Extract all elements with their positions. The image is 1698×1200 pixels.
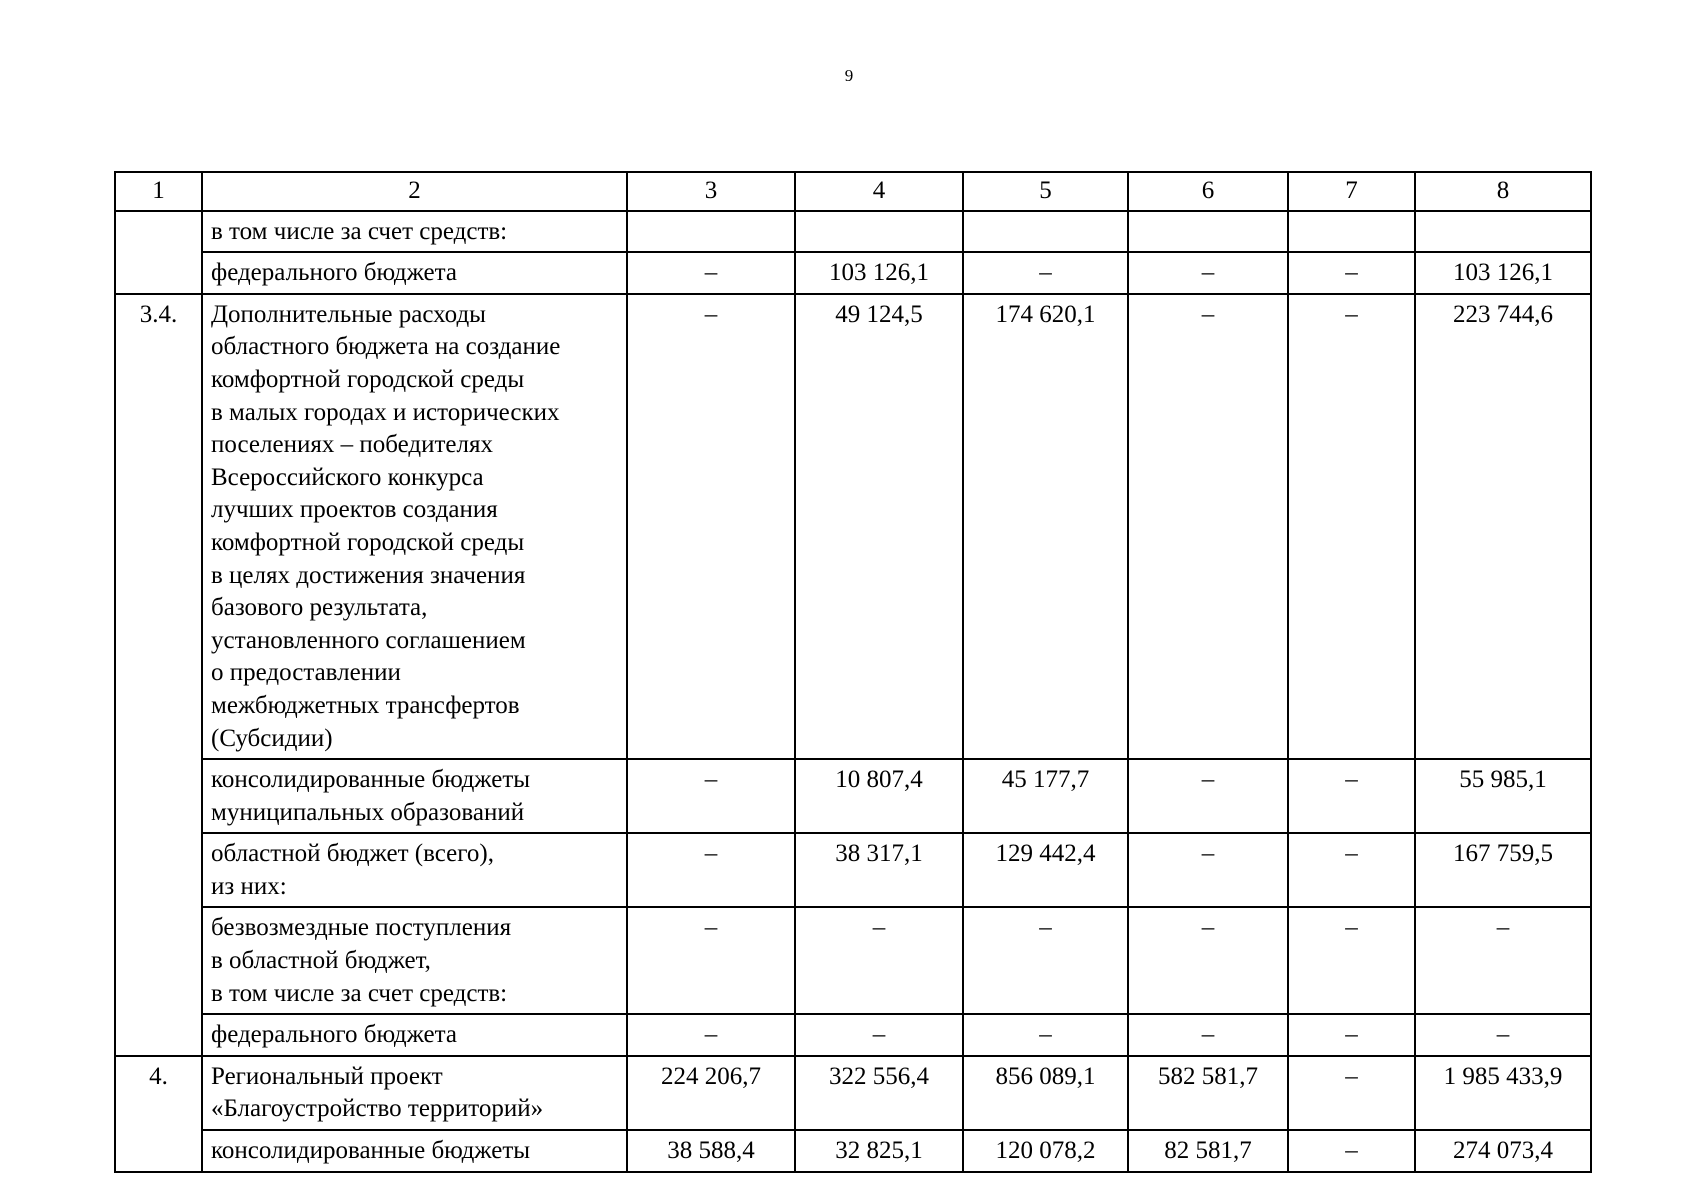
table-row — [115, 1056, 1591, 1130]
description-line: безвозмездные поступления — [211, 914, 512, 942]
description-line: муниципальных образований — [211, 798, 525, 826]
value-cell: – — [1415, 1014, 1591, 1056]
value-cell: – — [795, 1014, 963, 1056]
description-line: в том числе за счет средств: — [211, 217, 508, 245]
row-description — [202, 833, 627, 907]
description-line: консолидированные бюджеты — [211, 766, 531, 794]
value-cell: – — [1415, 907, 1591, 1014]
description-line: Дополнительные расходы — [211, 300, 486, 328]
description-line: в том числе за счет средств: — [211, 979, 508, 1007]
table-row — [115, 759, 1591, 833]
column-number-row — [115, 172, 1591, 211]
row-index — [115, 211, 202, 294]
value-cell: 103 126,1 — [1415, 252, 1591, 294]
description-line: о предоставлении — [211, 659, 401, 687]
description-line: областного бюджета на создание — [211, 333, 561, 361]
value-cell: 120 078,2 — [963, 1130, 1128, 1172]
description-line: (Субсидии) — [211, 724, 333, 752]
column-number: 3 — [627, 172, 795, 211]
row-description — [202, 1056, 627, 1130]
value-cell: – — [1288, 252, 1415, 294]
value-cell: – — [1128, 907, 1288, 1014]
description-line: в областной бюджет, — [211, 947, 431, 975]
value-cell: 224 206,7 — [627, 1056, 795, 1130]
column-number: 2 — [202, 172, 627, 211]
description-line: «Благоустройство территорий» — [211, 1095, 544, 1123]
value-cell: – — [1288, 1014, 1415, 1056]
value-cell: 45 177,7 — [963, 759, 1128, 833]
description-line: комфортной городской среды — [211, 365, 525, 393]
table-row — [115, 1130, 1591, 1172]
column-number: 6 — [1128, 172, 1288, 211]
row-description — [202, 1130, 627, 1172]
table-row — [115, 252, 1591, 294]
description-line: консолидированные бюджеты — [211, 1137, 531, 1165]
row-description — [202, 1014, 627, 1056]
column-number: 1 — [115, 172, 202, 211]
row-description — [202, 294, 627, 759]
value-cell: 322 556,4 — [795, 1056, 963, 1130]
description-line: установленного соглашением — [211, 626, 526, 654]
value-cell: 129 442,4 — [963, 833, 1128, 907]
description-line: комфортной городской среды — [211, 528, 525, 556]
value-cell: 55 985,1 — [1415, 759, 1591, 833]
table-row — [115, 907, 1591, 1014]
value-cell: 274 073,4 — [1415, 1130, 1591, 1172]
table-row — [115, 211, 1591, 253]
page-number: 9 — [844, 66, 854, 85]
value-cell: 38 317,1 — [795, 833, 963, 907]
value-cell: – — [963, 907, 1128, 1014]
value-cell: – — [627, 294, 795, 759]
description-line: поселениях – победителях — [211, 431, 493, 459]
description-line: в целях достижения значения — [211, 561, 526, 589]
value-cell: 223 744,6 — [1415, 294, 1591, 759]
column-number: 7 — [1288, 172, 1415, 211]
description-line: Региональный проект — [211, 1062, 443, 1090]
row-index: 4. — [115, 1056, 202, 1172]
column-number: 5 — [963, 172, 1128, 211]
value-cell: – — [1288, 294, 1415, 759]
value-cell: 49 124,5 — [795, 294, 963, 759]
description-line: в малых городах и исторических — [211, 398, 560, 426]
value-cell: – — [1288, 1056, 1415, 1130]
value-cell: 38 588,4 — [627, 1130, 795, 1172]
column-number: 4 — [795, 172, 963, 211]
table-row — [115, 294, 1591, 759]
value-cell: – — [1128, 294, 1288, 759]
value-cell: 856 089,1 — [963, 1056, 1128, 1130]
value-cell: – — [627, 833, 795, 907]
value-cell — [1415, 211, 1591, 253]
value-cell: 582 581,7 — [1128, 1056, 1288, 1130]
value-cell: 82 581,7 — [1128, 1130, 1288, 1172]
value-cell: 174 620,1 — [963, 294, 1128, 759]
value-cell: – — [627, 907, 795, 1014]
value-cell: 1 985 433,9 — [1415, 1056, 1591, 1130]
value-cell: – — [1128, 759, 1288, 833]
value-cell: 10 807,4 — [795, 759, 963, 833]
description-line: из них: — [211, 872, 287, 900]
value-cell: – — [963, 1014, 1128, 1056]
value-cell: 167 759,5 — [1415, 833, 1591, 907]
value-cell: – — [1288, 907, 1415, 1014]
value-cell: – — [1128, 833, 1288, 907]
value-cell: 32 825,1 — [795, 1130, 963, 1172]
value-cell: – — [963, 252, 1128, 294]
description-line: Всероссийского конкурса — [211, 463, 484, 491]
budget-table — [114, 171, 1592, 1173]
value-cell: – — [627, 759, 795, 833]
row-index: 3.4. — [115, 294, 202, 1056]
value-cell — [963, 211, 1128, 253]
description-line: базового результата, — [211, 594, 428, 622]
row-description — [202, 907, 627, 1014]
description-line: федерального бюджета — [211, 1021, 457, 1049]
description-line: межбюджетных трансфертов — [211, 691, 520, 719]
value-cell: – — [627, 252, 795, 294]
value-cell: – — [1288, 759, 1415, 833]
value-cell: – — [795, 907, 963, 1014]
description-line: лучших проектов создания — [211, 496, 498, 524]
value-cell — [1128, 211, 1288, 253]
table-row — [115, 833, 1591, 907]
row-description — [202, 252, 627, 294]
value-cell: 103 126,1 — [795, 252, 963, 294]
description-line: областной бюджет (всего), — [211, 840, 494, 868]
value-cell: – — [1128, 1014, 1288, 1056]
description-line: федерального бюджета — [211, 259, 457, 287]
value-cell — [1288, 211, 1415, 253]
value-cell: – — [627, 1014, 795, 1056]
column-number: 8 — [1415, 172, 1591, 211]
row-description — [202, 759, 627, 833]
value-cell: – — [1288, 1130, 1415, 1172]
table-row — [115, 1014, 1591, 1056]
row-description — [202, 211, 627, 253]
value-cell — [795, 211, 963, 253]
value-cell: – — [1128, 252, 1288, 294]
value-cell — [627, 211, 795, 253]
value-cell: – — [1288, 833, 1415, 907]
